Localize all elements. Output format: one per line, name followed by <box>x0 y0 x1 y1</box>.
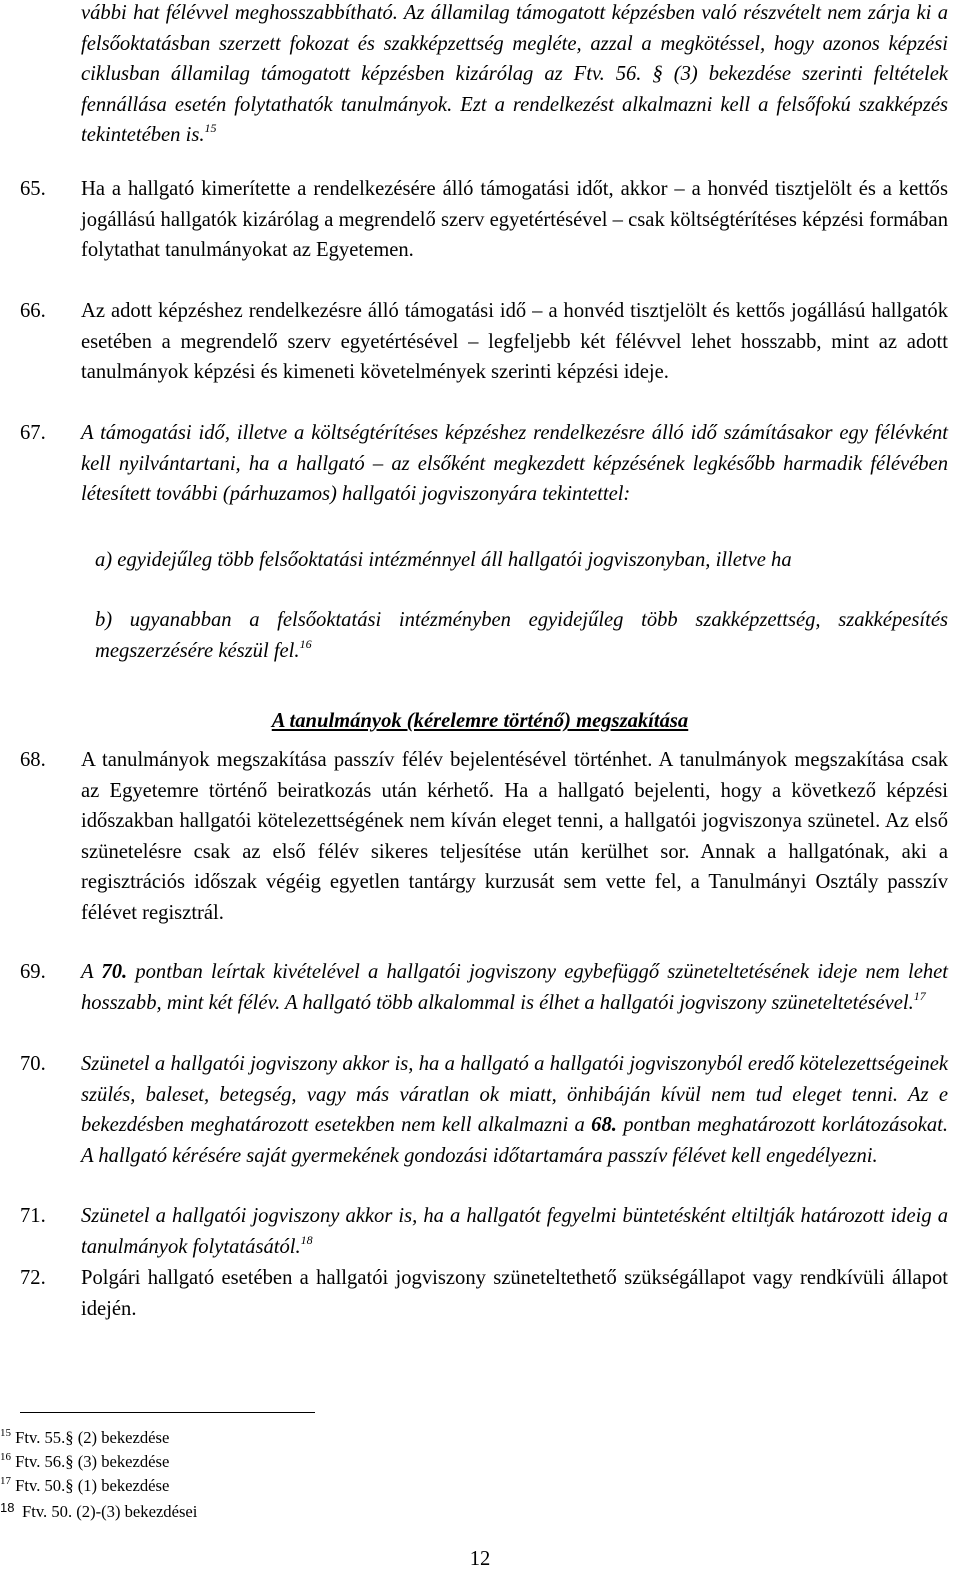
footnote-16 <box>0 1451 400 1473</box>
footnote-text: Ftv. 56.§ (3) bekezdése <box>15 1452 170 1471</box>
paragraph-text: A tanulmányok megszakítása passzív félév bejelentésével történhet. A tanulmányok megszakítása csak az Egyetemre történő beiratkozás után kérhető. Ha a hallgató bejelenti, hogy a következő képzési időszakban hallgatói kötelezettségének nem kíván eleget tenni, a hallgatói jogviszonya szünetel. Az első szünetelésre csak az első félév sikeres teljesítése után kerülhet sor. Annak a hallgatónak, aki a regisztrációs időszak végéig egyetlen tantárgy kurzusát sem vette fel, a Tanulmányi Osztály passzív félévet regisztrál. <box>81 749 948 924</box>
paragraph-68 <box>20 745 948 929</box>
footnote-ref-18[interactable]: 18 <box>300 1232 313 1247</box>
footnote-separator <box>20 1412 315 1413</box>
paragraph-text: Ha a hallgató kimerítette a rendelkezésére álló támogatási időt, akkor – a honvéd tisztjelölt és a kettős jogállású hallgatók kizárólag a megrendelő szerv egyetértésével – csak költségtérítéses képzési formában folytathat tanulmányokat az Egyetemen. <box>81 178 948 262</box>
footnote-mark: 17 <box>0 1475 11 1487</box>
page-number: 12 <box>469 1548 491 1570</box>
paragraph-number: 66. <box>20 300 46 322</box>
footnote-text: Ftv. 50.§ (1) bekezdése <box>15 1476 170 1495</box>
paragraph-text <box>81 957 948 1018</box>
paragraph-65 <box>20 174 948 266</box>
text-run: pontban meghatározott korlátozásokat. A hallgató kérésére saját gyermekének gondozási időtartamára passzív félévet kell engedélyezni. <box>81 1114 948 1167</box>
footnote-18 <box>0 1501 400 1524</box>
text-run: Szünetel a hallgatói jogviszony akkor is, ha a hallgató a hallgatói jogviszonyból eredő kötelezettségeinek szülés, baleset, betegség, vagy más váratlan ok miatt, önhibáján kívül nem tud eleget tenni. Az e bekezdésben meghatározott esetekben nem kell alkalmazni a <box>81 1053 948 1137</box>
paragraph-text: Az adott képzéshez rendelkezésre álló támogatási idő – a honvéd tisztjelölt és kettős jogállású hallgatók esetében a megrendelő szerv egyetértésével – legfeljebb két félévvel lehet hosszabb, mint az adott tanulmányok képzési és kimeneti követelmények szerinti képzési ideje. <box>81 300 948 384</box>
text-run: Szünetel a hallgatói jogviszony akkor is, ha a hallgatót fegyelmi büntetésként eltiltják határozott ideig a tanulmányok folytatásától. <box>81 1205 948 1258</box>
paragraph-number: 68. <box>20 749 46 771</box>
paragraph-text <box>81 1049 948 1171</box>
paragraph-number: 70. <box>20 1053 46 1075</box>
paragraph-number: 72. <box>20 1267 46 1289</box>
paragraph-69 <box>20 957 948 1018</box>
paragraph-number: 65. <box>20 178 46 200</box>
paragraph-number: 67. <box>20 422 46 444</box>
list-item-b <box>95 605 948 666</box>
cross-reference[interactable]: 68. <box>591 1114 617 1137</box>
list-item-a: a) egyidejűleg több felsőoktatási intézménnyel áll hallgatói jogviszonyban, illetve ha <box>95 549 792 571</box>
footnote-15 <box>0 1427 400 1449</box>
footnote-text: Ftv. 55.§ (2) bekezdése <box>15 1428 170 1447</box>
paragraph-text: Polgári hallgató esetében a hallgatói jogviszony szüneteltethető szükségállapot vagy rendkívüli állapot idején. <box>81 1267 948 1320</box>
list-item-b-text: b) ugyanabban a felsőoktatási intézményben egyidejűleg több szakképzettség, szakképesítés megszerzésére készül fel. <box>95 609 948 662</box>
paragraph-text <box>81 1201 948 1262</box>
paragraph-number: 69. <box>20 961 46 983</box>
paragraph-66 <box>20 296 948 388</box>
cross-reference[interactable]: 70. <box>101 961 128 983</box>
footnote-ref-16[interactable]: 16 <box>299 636 312 651</box>
carryover-paragraph <box>20 0 948 151</box>
text-run: pontban leírtak kivételével a hallgatói jogviszony egybefüggő szüneteltetésének ideje nem lehet hosszabb, mint két félév. A hallgató több alkalommal is élhet a hallgatói jogviszony szüneteltetésével. <box>81 961 949 1014</box>
paragraph-71 <box>20 1201 948 1262</box>
paragraph-70 <box>20 1049 948 1171</box>
paragraph-67 <box>20 418 948 510</box>
paragraph-72 <box>20 1263 948 1324</box>
footnote-17 <box>0 1475 400 1497</box>
paragraph-text: A támogatási idő, illetve a költségtérítéses képzéshez rendelkezésre álló idő számításakor egy félévként kell nyilvántartani, ha a hallgató – az elsőként megkezdett képzésének legkésőbb harmadik félévében létesített további (párhuzamos) hallgatói jogviszonyára tekintettel: <box>81 422 948 506</box>
footnote-mark: 15 <box>0 1427 11 1439</box>
footnote-ref-17[interactable]: 17 <box>913 988 926 1003</box>
footnote-mark: 16 <box>0 1451 11 1463</box>
carryover-text: vábbi hat félévvel meghosszabbítható. Az államilag támogatott képzésben való részvételt nem zárja ki a felsőoktatásban szerzett fokozat és szakképzettség megléte, azzal a megkötéssel, hogy azonos képzési ciklusban államilag támogatott képzésben kizárólag az Ftv. 56. § (3) bekezdése szerinti feltételek fennállása esetén folytathatók tanulmányok. Ezt a rendelkezést alkalmazni kell a felsőfokú szakképzés tekintetében is. <box>81 2 948 147</box>
text-run: A <box>81 961 102 983</box>
footnote-ref-15[interactable]: 15 <box>204 121 217 136</box>
footnote-mark: 18 <box>0 1500 15 1515</box>
paragraph-number: 71. <box>20 1205 46 1227</box>
footnote-text: Ftv. 50. (2)-(3) bekezdései <box>22 1502 198 1521</box>
section-heading: A tanulmányok (kérelemre történő) megszakítása <box>271 710 689 732</box>
